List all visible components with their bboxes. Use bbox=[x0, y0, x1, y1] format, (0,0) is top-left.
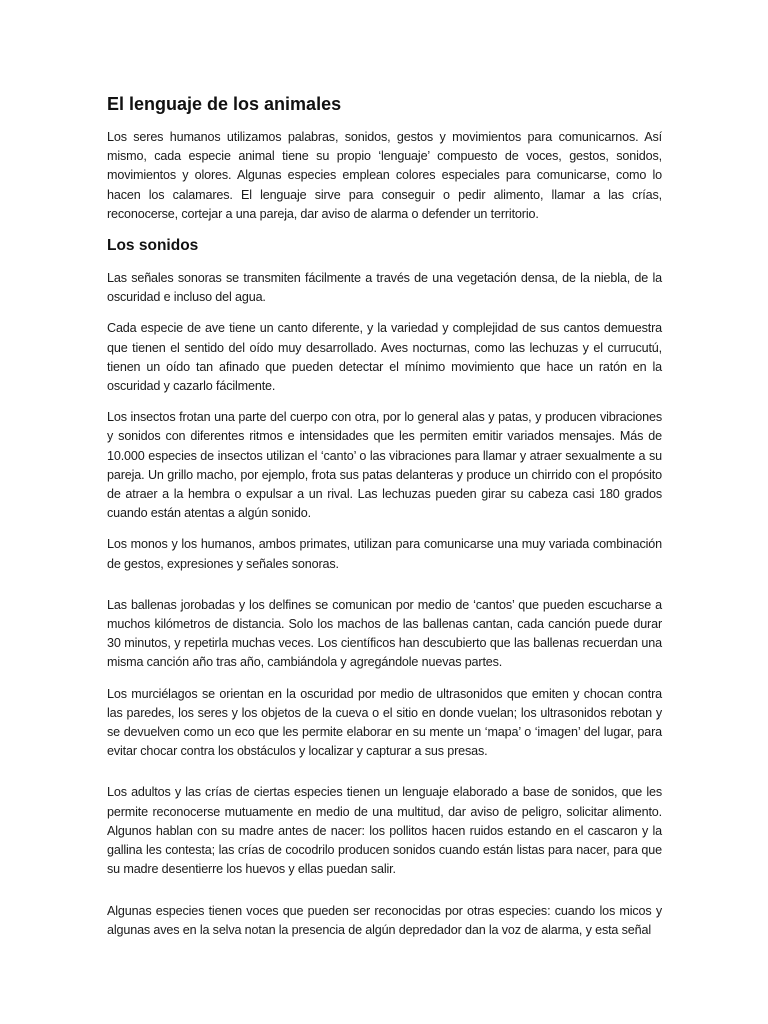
paragraph-primates: Los monos y los humanos, ambos primates, utilizan para comunicarse una muy variada combinación de gestos, expresiones y señales sonoras. bbox=[107, 537, 662, 571]
document-body bbox=[107, 92, 662, 952]
paragraph-insects: Los insectos frotan una parte del cuerpo con otra, por lo general alas y patas, y producen vibraciones y sonidos con diferentes ritmos e intensidades que les permiten emitir variados mensajes. Más de 10.000 especies de insectos utilizan el ‘canto’ o las vibraciones para llamar y atraer sexualmente a su pareja. Un grillo macho, por ejemplo, frota sus patas delanteras y produce un chirrido con el propósito de atraer a la hembra o expulsar a un rival. Las lechuzas pueden girar su cabeza casi 180 grados cuando están atentas a algún sonido. bbox=[107, 410, 662, 521]
paragraph-bats: Los murciélagos se orientan en la oscuridad por medio de ultrasonidos que emiten y chocan contra las paredes, los seres y los objetos de la cueva o el sitio en donde vuelan; los ultrasonidos rebotan y se devuelven como un eco que les permite elaborar en su mente un ‘mapa’ o ‘imagen’ del lugar, para evitar chocar contra los obstáculos y localizar y capturar a sus presas. bbox=[107, 686, 662, 759]
paragraph-sound-transmission: Las señales sonoras se transmiten fácilmente a través de una vegetación densa, de la niebla, de la oscuridad e incluso del agua. bbox=[107, 271, 662, 305]
paragraph-alarm-calls: Algunas especies tienen voces que pueden ser reconocidas por otras especies: cuando los micos y algunas aves en la selva notan la presencia de algún depredador dan la voz de alarma, y esta señal bbox=[107, 903, 662, 937]
document-title: El lenguaje de los animales bbox=[107, 94, 342, 114]
section-title: Los sonidos bbox=[107, 237, 199, 255]
paragraph-birds: Cada especie de ave tiene un canto diferente, y la variedad y complejidad de sus cantos demuestra que tienen el sentido del oído muy desarrollado. Aves nocturnas, como las lechuzas y el currucutú, tienen un oído tan afinado que pueden detectar el mínimo movimiento que hace un ratón en la oscuridad y cazarlo fácilmente. bbox=[107, 321, 662, 394]
paragraph-whales: Las ballenas jorobadas y los delfines se comunican por medio de ‘cantos’ que pueden escucharse a muchos kilómetros de distancia. Solo los machos de las ballenas cantan, cada canción puede durar 30 minutos, y repetirla muchas veces. Los científicos han descubierto que las ballenas recuerdan una misma canción año tras año, cambiándola y agregándole nuevas partes. bbox=[107, 597, 662, 670]
paragraph-offspring: Los adultos y las crías de ciertas especies tienen un lenguaje elaborado a base de sonidos, que les permite reconocerse mutuamente en medio de una multitud, dar aviso de peligro, solicitar alimento. Algunos hablan con su madre antes de nacer: los pollitos hacen ruidos estando en el cascaron y la gallina les contesta; las crías de cocodrilo producen sonidos cuando están listas para nacer, para que su madre desentierre los huevos y ellas puedan salir. bbox=[107, 785, 662, 877]
intro-paragraph: Los seres humanos utilizamos palabras, sonidos, gestos y movimientos para comunicarnos. Así mismo, cada especie animal tiene su propio ‘lenguaje’ compuesto de voces, gestos, sonidos, movimientos y olores. Algunas especies emplean colores especiales para comunicarse, como lo hacen los calamares. El lenguaje sirve para conseguir o pedir alimento, llamar a las crías, reconocerse, cortejar a una pareja, dar aviso de alarma o defender un territorio. bbox=[107, 130, 662, 221]
